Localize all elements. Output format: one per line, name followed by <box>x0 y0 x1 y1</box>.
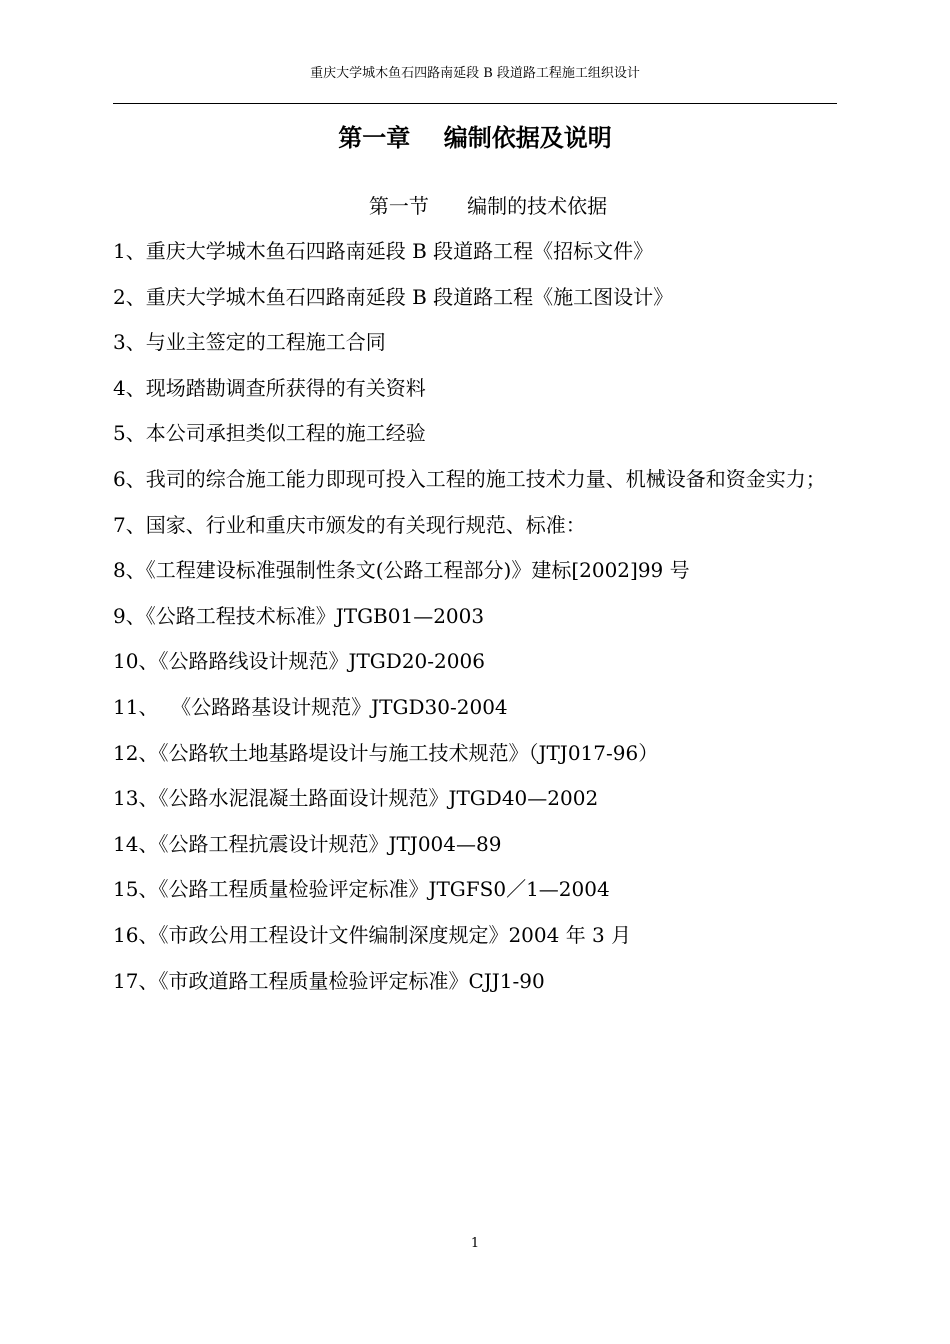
list-item: 4、现场踏勘调查所获得的有关资料 <box>113 375 426 400</box>
list-item: 8、《工程建设标准强制性条文(公路工程部分)》建标[2002]99 号 <box>113 558 690 583</box>
list-item: 16、《市政公用工程设计文件编制深度规定》2004 年 3 月 <box>113 922 632 947</box>
running-header: 重庆大学城木鱼石四路南延段 B 段道路工程施工组织设计 <box>310 66 640 81</box>
chapter-title: 第一章 编制依据及说明 <box>338 124 612 152</box>
list-item: 10、《公路路线设计规范》JTGD20-2006 <box>113 649 485 674</box>
list-item: 1、重庆大学城木鱼石四路南延段 B 段道路工程《招标文件》 <box>113 239 654 263</box>
list-item: 9、《公路工程技术标准》JTGB01—2003 <box>113 603 485 628</box>
page-number: 1 <box>470 1236 480 1251</box>
list-item: 3、与业主签定的工程施工合同 <box>113 330 386 355</box>
header-divider <box>113 103 837 104</box>
list-item: 11、 《公路路基设计规范》JTGD30-2004 <box>113 694 508 719</box>
list-item: 5、本公司承担类似工程的施工经验 <box>113 421 426 446</box>
list-item: 12、《公路软土地基路堤设计与施工技术规范》（JTJ017-96） <box>113 740 659 765</box>
list-item: 15、《公路工程质量检验评定标准》JTGFS0／1—2004 <box>113 877 610 902</box>
list-item: 6、我司的综合施工能力即现可投入工程的施工技术力量、机械设备和资金实力； <box>113 466 826 491</box>
list-item: 7、国家、行业和重庆市颁发的有关现行规范、标准： <box>113 512 586 537</box>
list-item: 2、重庆大学城木鱼石四路南延段 B 段道路工程《施工图设计》 <box>113 284 674 309</box>
list-item: 13、《公路水泥混凝土路面设计规范》JTGD40—2002 <box>113 786 599 811</box>
section-title: 第一节 编制的技术依据 <box>368 194 608 218</box>
list-item: 14、《公路工程抗震设计规范》JTJ004—89 <box>113 831 502 856</box>
reference-list <box>113 229 838 1004</box>
list-item: 17、《市政道路工程质量检验评定标准》CJJ1-90 <box>113 968 545 993</box>
